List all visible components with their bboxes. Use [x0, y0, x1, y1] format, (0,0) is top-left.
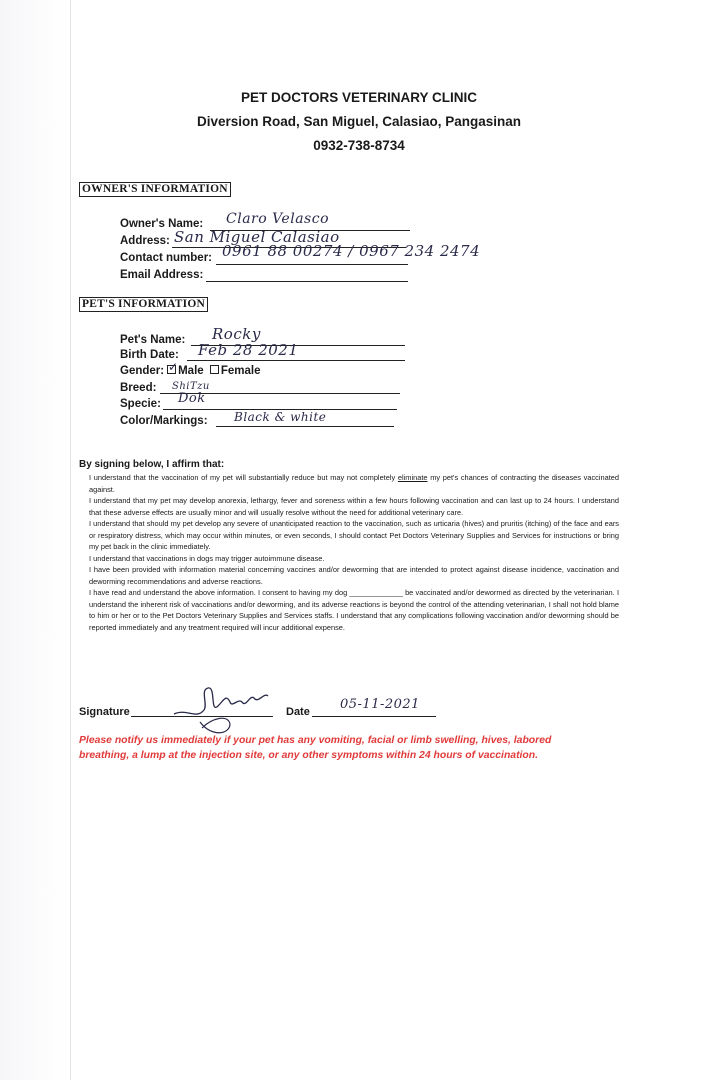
- breed-value[interactable]: ShiTzu: [172, 381, 210, 392]
- consent-paragraph-6: I have read and understand the above information. I consent to having my dog _____________ be vaccinated and/or dewormed as directed by the veterinarian. I understand the inherent risk of vaccinations and/or deworming, and its adverse reactions is beyond the control of the attending veterinarian, I shall not hold blame to him or her or to the Pet Doctors Veterinary Supplies and Services staffs. I understand that any complications following vaccination and/or deworming should be reported immediately and any treatment required will incur additional expense.: [89, 588, 619, 632]
- female-option-label: Female: [220, 365, 261, 377]
- consent-paragraph-3: I understand that should my pet develop any severe of unanticipated reaction to the vaccination, such as urticaria (hives) and pruritis (itching) of the face and ears or respiratory distress, which may occur within minutes, or even seconds, I should contact Pet Doctors Veterinary Supplies and Services for instructions or bring my pet back in the clinic immediately.: [89, 519, 619, 551]
- breed-label: Breed:: [120, 382, 157, 394]
- clinic-phone: 0932-738-8734: [313, 138, 405, 153]
- date-line: [312, 716, 436, 717]
- birth-date-label: Birth Date:: [120, 349, 179, 361]
- male-check-mark: ✓: [168, 360, 179, 374]
- consent-paragraph-5: I have been provided with information material concerning vaccines and/or deworming that are intended to protect against disease incidence, vaccination and deworming recommendations and adverse reactions.: [89, 565, 619, 586]
- contact-value[interactable]: 0961 88 00274 / 0967 234 2474: [222, 242, 481, 260]
- email-line: [206, 281, 408, 282]
- pet-section-title: PET'S INFORMATION: [79, 297, 208, 312]
- address-label: Address:: [120, 235, 170, 247]
- pet-name-value[interactable]: Rocky: [212, 325, 261, 343]
- scanner-edge-shadow: [0, 0, 72, 1080]
- consent-paragraph-1: I understand that the vaccination of my pet will substantially reduce but may not completely eliminate my pet's chances of contracting the diseases vaccinated against.: [89, 473, 620, 494]
- gender-row: [120, 364, 261, 378]
- consent-body: [79, 472, 619, 633]
- consent-heading: By signing below, I affirm that:: [79, 459, 225, 470]
- color-line: [216, 426, 394, 427]
- female-checkbox[interactable]: [210, 365, 219, 374]
- scanner-edge-line: [70, 0, 71, 1080]
- owner-section-title: OWNER'S INFORMATION: [79, 182, 231, 197]
- color-value[interactable]: Black & white: [234, 410, 327, 424]
- date-value[interactable]: 05-11-2021: [340, 697, 420, 712]
- specie-value[interactable]: Dok: [178, 391, 206, 406]
- contact-label: Contact number:: [120, 252, 212, 264]
- gender-label: Gender:: [120, 365, 165, 377]
- pet-name-label: Pet's Name:: [120, 334, 186, 346]
- consent-paragraph-2: I understand that my pet may develop anorexia, lethargy, fever and soreness within a few hours following vaccination and can last up to 24 hours. I understand that these adverse effects are usually minor and will usually resolve without the need for additional veterinary care.: [89, 496, 619, 517]
- email-label: Email Address:: [120, 269, 204, 281]
- notice-text: Please notify us immediately if your pet has any vomiting, facial or limb swelling, hives, labored breathing, a lump at the injection site, or any other symptoms within 24 hours of vaccination.: [79, 735, 552, 761]
- clinic-address: Diversion Road, San Miguel, Calasiao, Pangasinan: [196, 114, 522, 129]
- specie-label: Specie:: [120, 398, 161, 410]
- owner-name-value[interactable]: Claro Velasco: [226, 211, 329, 227]
- color-label: Color/Markings:: [120, 415, 208, 427]
- address-value[interactable]: San Miguel Calasiao: [174, 228, 340, 246]
- owner-name-label: Owner's Name:: [120, 218, 204, 230]
- date-label: Date: [286, 706, 310, 718]
- signature-label: Signature: [79, 706, 130, 718]
- birth-date-value[interactable]: Feb 28 2021: [198, 341, 299, 359]
- contact-line: [216, 264, 408, 265]
- male-option-label: Male: [178, 365, 204, 377]
- clinic-name: PET DOCTORS VETERINARY CLINIC: [240, 90, 478, 105]
- consent-paragraph-4: I understand that vaccinations in dogs may trigger autoimmune disease.: [89, 553, 325, 563]
- birth-date-line: [187, 360, 405, 361]
